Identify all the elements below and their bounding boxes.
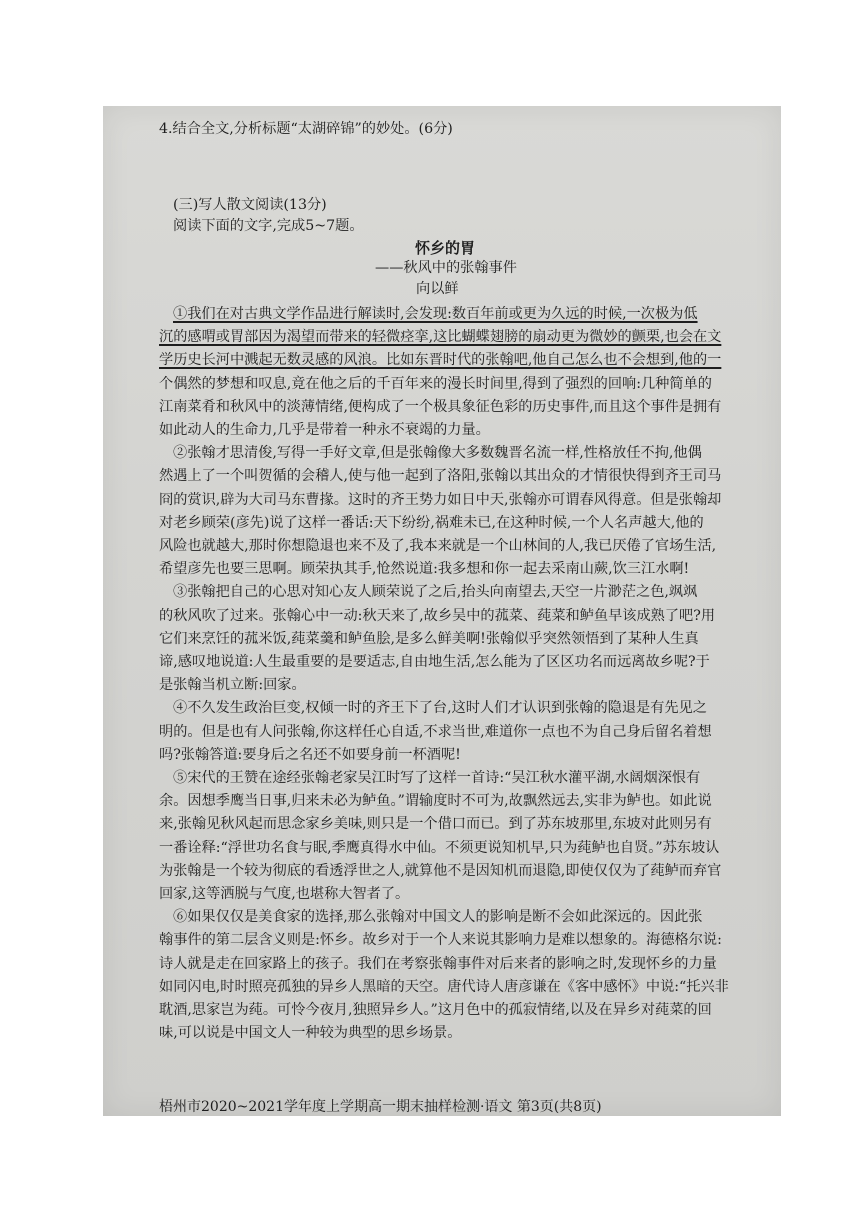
body-line: 希望彦先也要三思啊。顾荣执其手,怆然说道:我多想和你一起去采南山蕨,饮三江水啊! [159,561,690,578]
body-line: ⑥如果仅仅是美食家的选择,那么张翰对中国文人的影响是断不会如此深远的。因此张 [173,909,703,926]
body-line: 风险也就越大,那时你想隐退也来不及了,我本来就是一个山林间的人,我已厌倦了官场生活, [159,538,717,554]
body-line: ⑤宋代的王赞在途经张翰老家吴江时写了这样一首诗:“吴江秋水灌平湖,水阔烟深恨有 [173,770,701,786]
section-instruction: 阅读下面的文字,完成5~7题。 [173,218,364,234]
body-line: 来,张翰见秋风起而思念家乡美味,则只是一个借口而已。到了苏东坡那里,东坡对此则另有 [159,816,712,833]
body-line: 翰事件的第二层含义则是:怀乡。故乡对于一个人来说其影响力是难以想象的。海德格尔说: [159,932,722,949]
exam-page [103,106,781,1116]
body-line: 吗?张翰答道:要身后之名还不如要身前一杯酒呢! [159,746,461,763]
body-line: 如同闪电,时时照亮孤独的异乡人黑暗的天空。唐代诗人唐彦谦在《客中感怀》中说:“托兴非 [159,978,729,995]
article-subtitle: ——秋风中的张翰事件 [375,260,517,276]
section-heading: (三)写人散文阅读(13分) [173,197,327,213]
body-line: 然遇上了一个叫贺循的会稽人,使与他一起到了洛阳,张翰以其出众的才情很快得到齐王司马 [159,468,722,485]
body-line: 江南菜肴和秋风中的淡薄情绪,便构成了一个极具象征色彩的历史事件,而且这个事件是拥有 [159,398,722,415]
article-author: 向以鲜 [416,281,459,297]
body-line: 为张翰是一个较为彻底的看透浮世之人,就算他不是因知机而退隐,即使仅仅为了莼鲈而弃官 [159,862,722,879]
body-line: 味,可以说是中国文人一种较为典型的思乡场景。 [159,1025,462,1042]
body-line: 学历史长河中溅起无数灵感的风浪。比如东晋时代的张翰吧,他自己怎么也不会想到,他的一 [159,352,722,369]
body-line: 对老乡顾荣(彦先)说了这样一番话:天下纷纷,祸难未已,在这种时候,一个人名声越大,他的 [159,514,704,531]
body-line: 余。因想季鹰当日事,归来未必为鲈鱼。”谓输度时不可为,故飘然远去,实非为鲈也。如此说 [159,793,712,810]
body-line: 沉的感喟或胃部因为渴望而带来的轻微痉挛,这比蝴蝶翅膀的扇动更为微妙的颤栗,也会在文 [159,329,722,346]
body-line: 明的。但是也有人问张翰,你这样任心自适,不求当世,难道你一点也不为自己身后留名着想 [159,723,712,740]
page-footer: 梧州市2020~2021学年度上学期高一期末抽样检测·语文 第3页(共8页) [159,1099,602,1115]
body-line: 它们来烹饪的菰米饭,莼菜羹和鲈鱼脍,是多么鲜美啊!张翰似乎突然领悟到了某种人生真 [159,630,699,647]
body-line: 的秋风吹了过来。张翰心中一动:秋天来了,故乡吴中的菰菜、莼菜和鲈鱼早该成熟了吧?用 [159,607,716,624]
body-line: ②张翰才思清俊,写得一手好文章,但是张翰像大多数魏晋名流一样,性格放任不拘,他偶 [173,445,702,462]
body-line: 回家,这等洒脱与气度,也堪称大智者了。 [159,886,410,902]
body-line: 如此动人的生命力,几乎是带着一种永不衰竭的力量。 [159,422,490,438]
body-line: 耽酒,思家岂为莼。可怜今夜月,独照异乡人。”这月色中的孤寂情绪,以及在异乡对莼菜的回 [159,1002,712,1018]
body-line: 一番诠释:“浮世功名食与眠,季鹰真得水中仙。不须更说知机早,只为莼鲈也自贤。”苏东坡认 [159,839,720,856]
article-title: 怀乡的胃 [415,239,476,257]
body-line: ③张翰把自己的心思对知心友人顾荣说了之后,抬头向南望去,天空一片渺茫之色,飒飒 [173,584,698,601]
body-line: ④不久发生政治巨变,权倾一时的齐王下了台,这时人们才认识到张翰的隐退是有先见之 [173,700,707,717]
question-4: 4.结合全文,分析标题“太湖碎锦”的妙处。(6分) [159,121,453,137]
body-line: 冏的赏识,辟为大司马东曹掾。这时的齐王势力如日中天,张翰亦可谓春风得意。但是张翰却 [159,491,722,508]
body-line: 个偶然的梦想和叹息,竟在他之后的千百年来的漫长时间里,得到了强烈的回响:几种简单的 [159,375,712,392]
body-line: ①我们在对古典文学作品进行解读时,会发现:数百年前或更为久远的时候,一次极为低 [173,306,698,322]
body-line: 是张翰当机立断:回家。 [159,677,306,694]
body-line: 谛,感叹地说道:人生最重要的是要适志,自由地生活,怎么能为了区区功名而远离故乡呢?于 [159,654,710,670]
body-line: 诗人就是走在回家路上的孩子。我们在考察张翰事件对后来者的影响之时,发现怀乡的力量 [159,955,717,972]
